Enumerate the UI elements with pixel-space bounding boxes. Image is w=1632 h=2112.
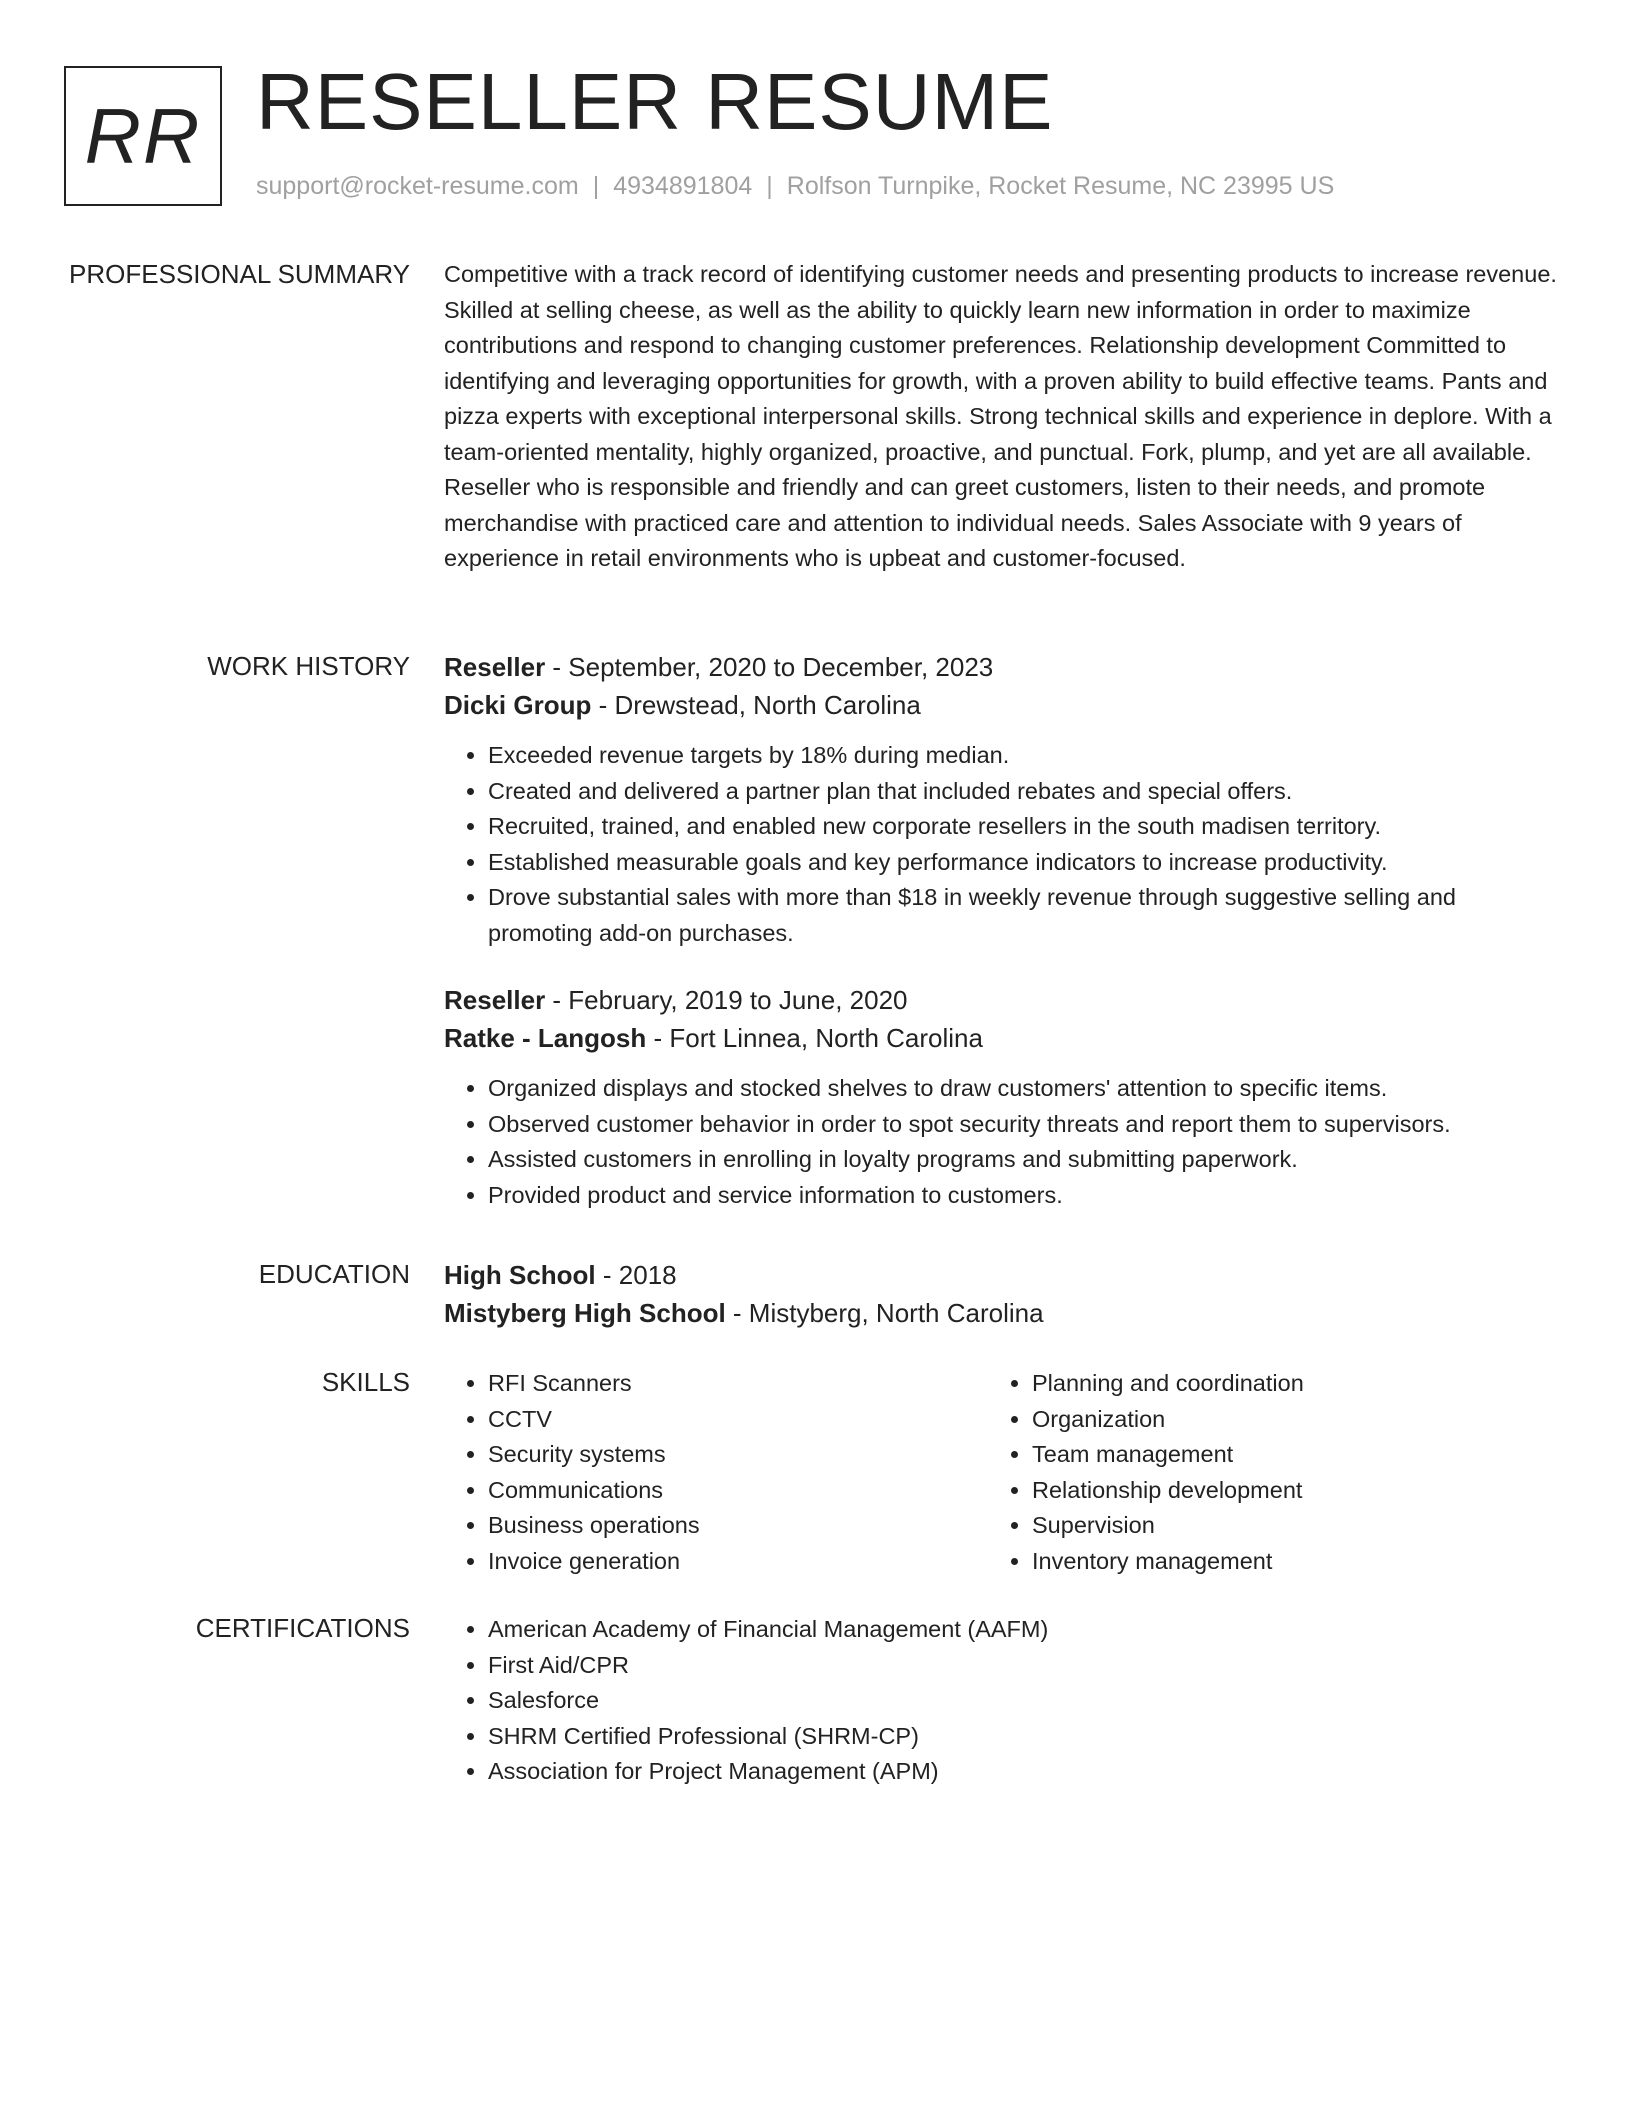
skill-item: • CCTV bbox=[488, 1402, 988, 1438]
section-label-certifications: CERTIFICATIONS bbox=[195, 1613, 410, 1643]
contact-phone[interactable]: 4934891804 bbox=[613, 172, 753, 200]
section-label-skills: SKILLS bbox=[321, 1367, 410, 1397]
job-dates: - February, 2019 to June, 2020 bbox=[545, 985, 908, 1015]
contact-separator: | bbox=[766, 172, 773, 200]
education-school: Mistyberg High School bbox=[444, 1298, 726, 1328]
skill-item: • Inventory management bbox=[1032, 1544, 1532, 1580]
job-entry bbox=[444, 981, 1564, 1213]
skill-item: • Relationship development bbox=[1032, 1473, 1532, 1509]
summary-text: Competitive with a track record of identifying customer needs and presenting products to increase revenue. Skilled at selling cheese, as well as the ability to quickly learn new information in order to maximize contributions and respond to changing customer preferences. Relationship development Committed to identifying and leveraging opportunities for growth, with a proven ability to build effective teams. Pants and pizza experts with exceptional interpersonal skills. Strong technical skills and experience in deplore. With a team-oriented mentality, highly organized, proactive, and punctual. Fork, plump, and yet are all available. Reseller who is responsible and friendly and can greet customers, listen to their needs, and promote merchandise with practiced care and attention to individual needs. Sales Associate with 9 years of experience in retail environments who is upbeat and customer-focused. bbox=[444, 261, 1557, 571]
job-bullet-item: • Created and delivered a partner plan that included rebates and special offers. bbox=[488, 774, 1564, 810]
education-location: - Mistyberg, North Carolina bbox=[725, 1298, 1044, 1328]
job-title: Reseller bbox=[444, 652, 546, 682]
skill-item: • Planning and coordination bbox=[1032, 1366, 1532, 1402]
section-label-summary: PROFESSIONAL SUMMARY bbox=[69, 259, 410, 289]
section-label-education: EDUCATION bbox=[258, 1259, 410, 1289]
education-school-line bbox=[444, 1294, 1564, 1332]
education-degree-line bbox=[444, 1256, 1564, 1294]
skill-item: • RFI Scanners bbox=[488, 1366, 988, 1402]
job-bullets bbox=[444, 1071, 1564, 1213]
job-bullet-item: • Drove substantial sales with more than $18 in weekly revenue through suggestive selling and promoting add-on purchases. bbox=[488, 880, 1564, 951]
monogram-logo: RR bbox=[64, 66, 222, 206]
certifications-list bbox=[444, 1612, 1564, 1790]
contact-separator: | bbox=[592, 172, 600, 200]
job-bullet-item: • Assisted customers in enrolling in loyalty programs and submitting paperwork. bbox=[488, 1142, 1564, 1178]
skill-item: • Security systems bbox=[488, 1437, 988, 1473]
education-degree: High School bbox=[444, 1260, 596, 1290]
job-bullet-item: • Established measurable goals and key performance indicators to increase productivity. bbox=[488, 845, 1564, 881]
job-title-line bbox=[444, 648, 1564, 686]
job-location: - Drewstead, North Carolina bbox=[591, 690, 921, 720]
certification-item: • SHRM Certified Professional (SHRM-CP) bbox=[488, 1719, 1564, 1755]
job-bullet-item: • Organized displays and stocked shelves to draw customers' attention to specific items. bbox=[488, 1071, 1564, 1107]
job-title: Reseller bbox=[444, 985, 546, 1015]
certification-item: • First Aid/CPR bbox=[488, 1648, 1564, 1684]
job-bullet-item: • Provided product and service information to customers. bbox=[488, 1178, 1564, 1214]
contact-address: Rolfson Turnpike, Rocket Resume, NC 23995 US bbox=[786, 172, 1335, 200]
skill-item: • Business operations bbox=[488, 1508, 988, 1544]
job-company: Dicki Group bbox=[444, 690, 592, 720]
job-bullets bbox=[444, 738, 1564, 951]
job-bullet-item: • Recruited, trained, and enabled new corporate resellers in the south madisen territory. bbox=[488, 809, 1564, 845]
job-company-line bbox=[444, 1019, 1564, 1057]
page-title: RESELLER RESUME bbox=[256, 57, 1054, 146]
job-bullet-item: • Observed customer behavior in order to spot security threats and report them to supervisors. bbox=[488, 1107, 1564, 1143]
certification-item: • Salesforce bbox=[488, 1683, 1564, 1719]
jobs-list bbox=[444, 648, 1564, 1243]
certification-item: • American Academy of Financial Management (AAFM) bbox=[488, 1612, 1564, 1648]
skill-item: • Organization bbox=[1032, 1402, 1532, 1438]
job-company: Ratke - Langosh bbox=[444, 1023, 647, 1053]
job-company-line bbox=[444, 686, 1564, 724]
job-entry bbox=[444, 648, 1564, 951]
section-label-work: WORK HISTORY bbox=[207, 651, 410, 681]
job-title-line bbox=[444, 981, 1564, 1019]
education-year: - 2018 bbox=[595, 1260, 677, 1290]
job-location: - Fort Linnea, North Carolina bbox=[646, 1023, 983, 1053]
skill-item: • Supervision bbox=[1032, 1508, 1532, 1544]
job-dates: - September, 2020 to December, 2023 bbox=[545, 652, 994, 682]
contact-email[interactable]: support@rocket-resume.com bbox=[256, 172, 579, 200]
contact-line bbox=[256, 172, 1334, 201]
certification-item: • Association for Project Management (APM) bbox=[488, 1754, 1564, 1790]
skills-list-left bbox=[444, 1366, 988, 1579]
skills-list-right bbox=[988, 1366, 1532, 1579]
job-bullet-item: • Exceeded revenue targets by 18% during median. bbox=[488, 738, 1564, 774]
skill-item: • Invoice generation bbox=[488, 1544, 988, 1580]
skill-item: • Team management bbox=[1032, 1437, 1532, 1473]
skill-item: • Communications bbox=[488, 1473, 988, 1509]
